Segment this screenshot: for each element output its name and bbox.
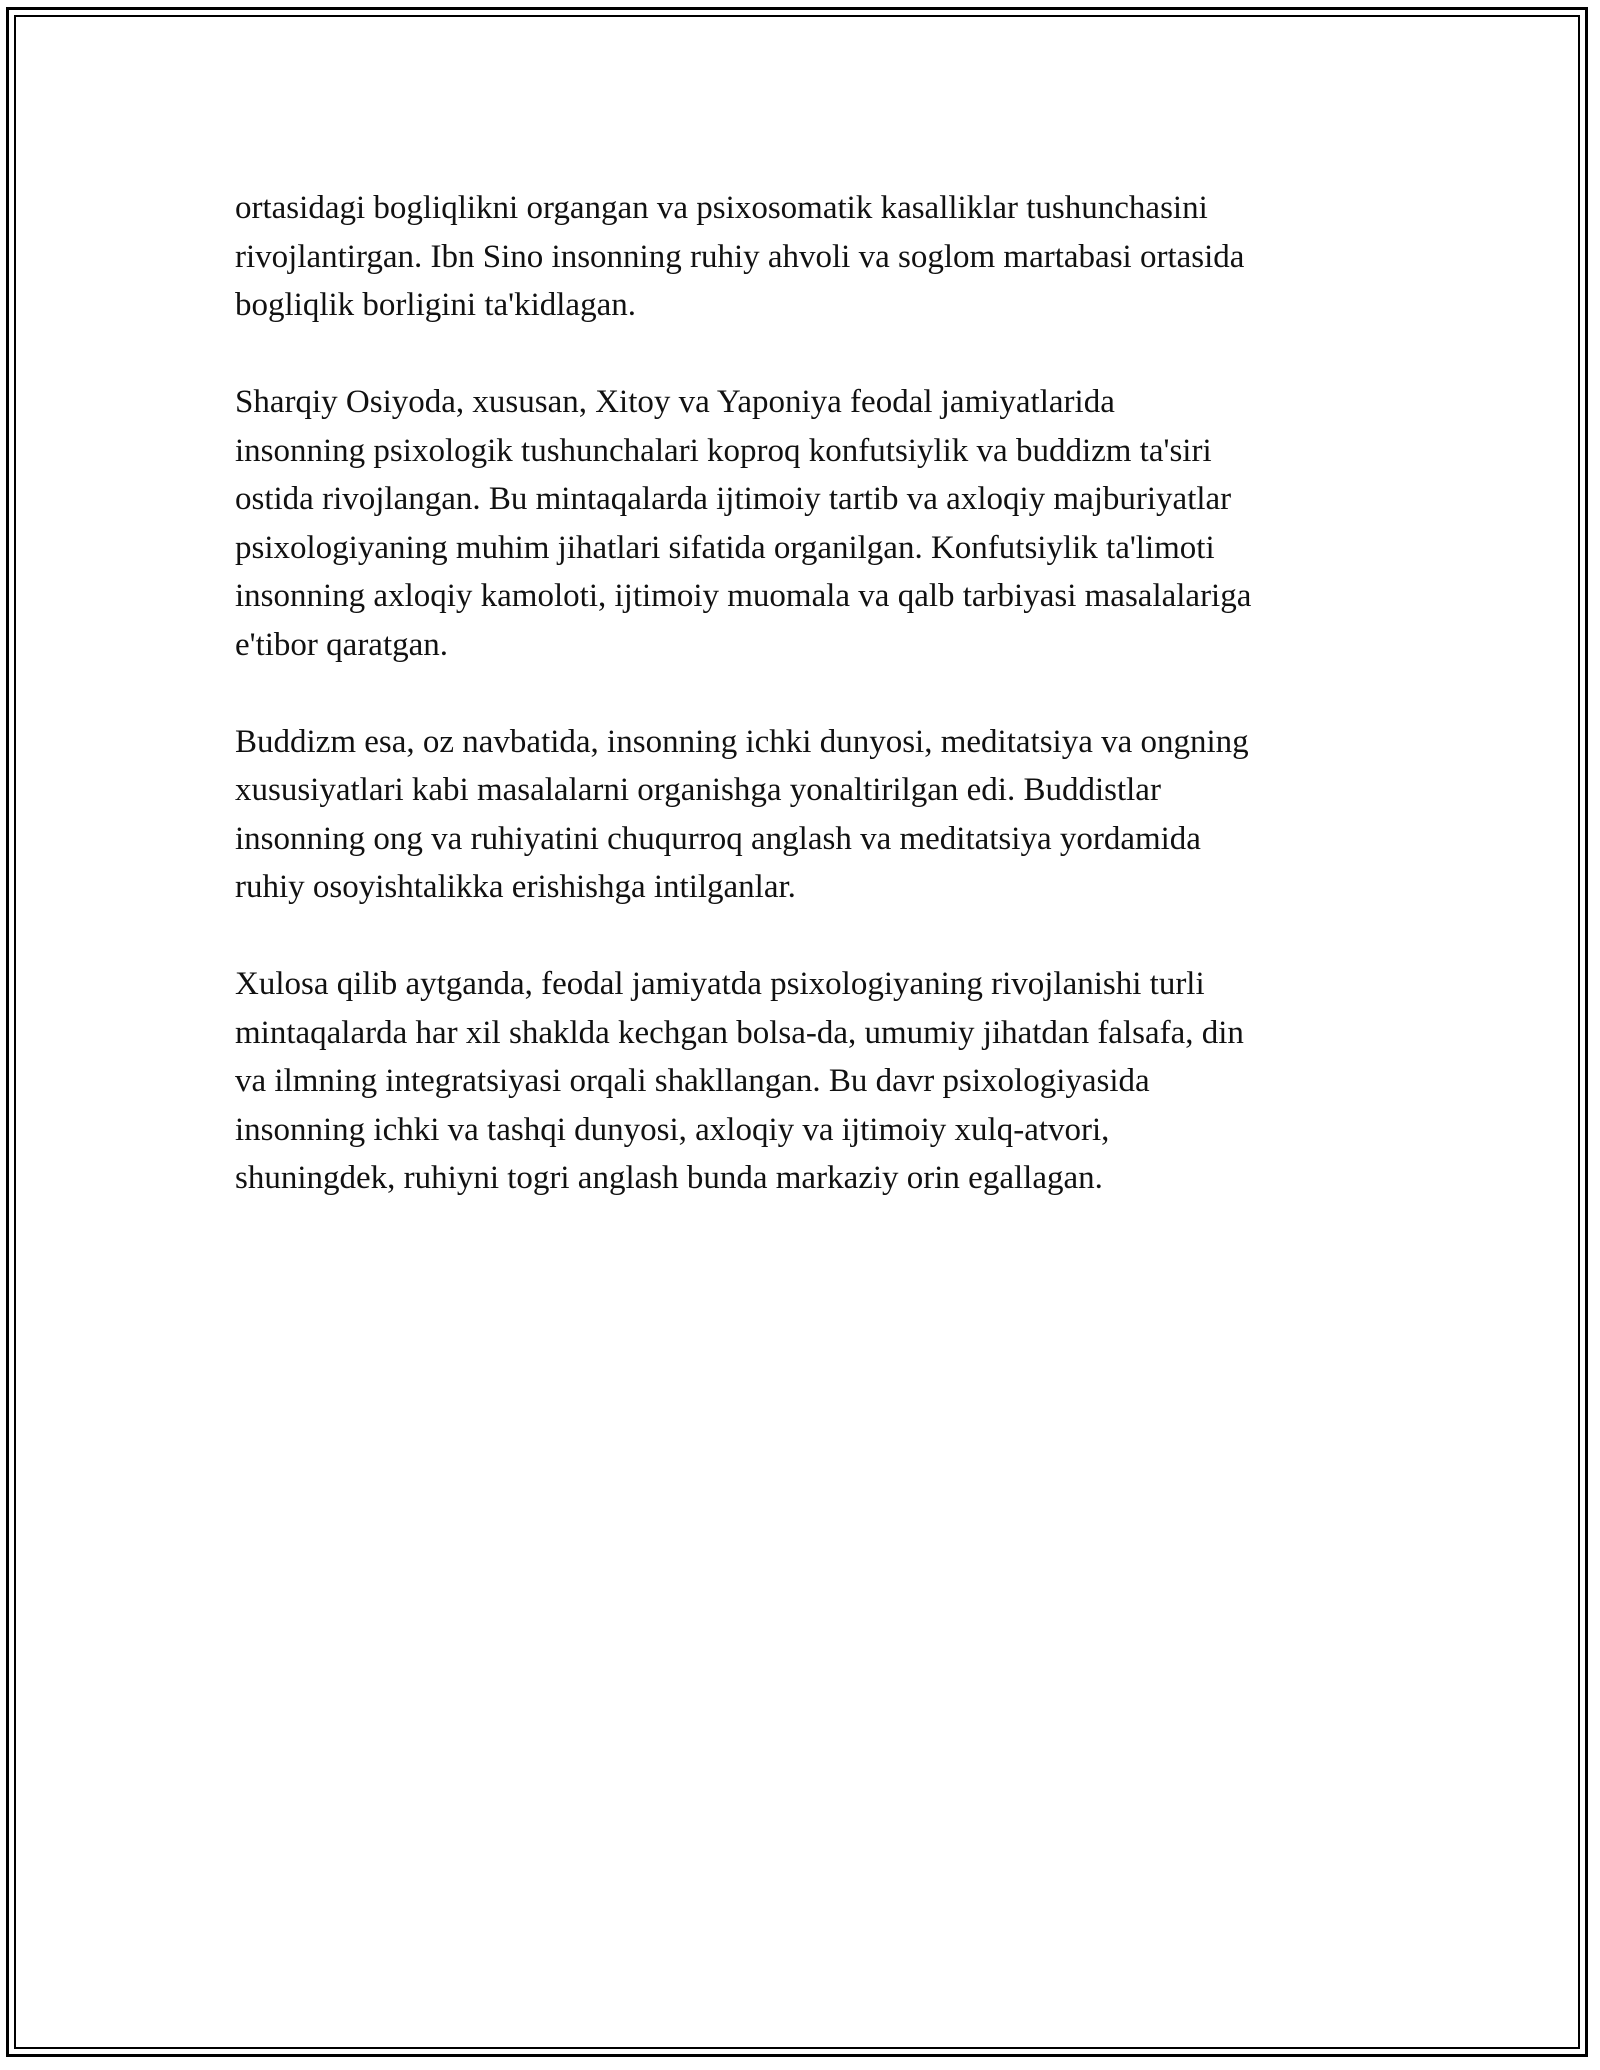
paragraph-1: ortasidagi bogliqlikni organgan va psixosomatik kasalliklar tushunchasini rivojlantirgan. Ibn Sino insonning ruhiy ahvoli va soglom martabasi ortasida bogliqlik borligini ta'kidlagan. (235, 190, 1245, 323)
paragraph-4: Xulosa qilib aytganda, feodal jamiyatda psixologiyaning rivojlanishi turli mintaqalarda har xil shaklda kechgan bolsa-da, umumiy jihatdan falsafa, din va ilmning integratsiyasi orqali shakllangan. Bu davr psixologiyasida insonning ichki va tashqi dunyosi, axloqiy va ijtimoiy xulq-atvori, shuningdek, ruhiyni togri anglash bunda markaziy orin egallagan. (235, 966, 1244, 1196)
document-body (235, 184, 1375, 1251)
paragraph-3: Buddizm esa, oz navbatida, insonning ichki dunyosi, meditatsiya va ongning xususiyatlari kabi masalalarni organishga yonaltirilgan edi. Buddistlar insonning ong va ruhiyatini chuqurroq anglash va meditatsiya yordamida ruhiy osoyishtalikka erishishga intilganlar. (235, 723, 1249, 905)
paragraph-2: Sharqiy Osiyoda, xususan, Xitoy va Yaponiya feodal jamiyatlarida insonning psixologik tushunchalari koproq konfutsiylik va buddizm ta'siri ostida rivojlangan. Bu mintaqalarda ijtimoiy tartib va axloqiy majburiyatlar psixologiyaning muhim jihatlari sifatida organilgan. Konfutsiylik ta'limoti insonning axloqiy kamoloti, ijtimoiy muomala va qalb tarbiyasi masalalariga e'tibor qaratgan. (235, 384, 1252, 663)
